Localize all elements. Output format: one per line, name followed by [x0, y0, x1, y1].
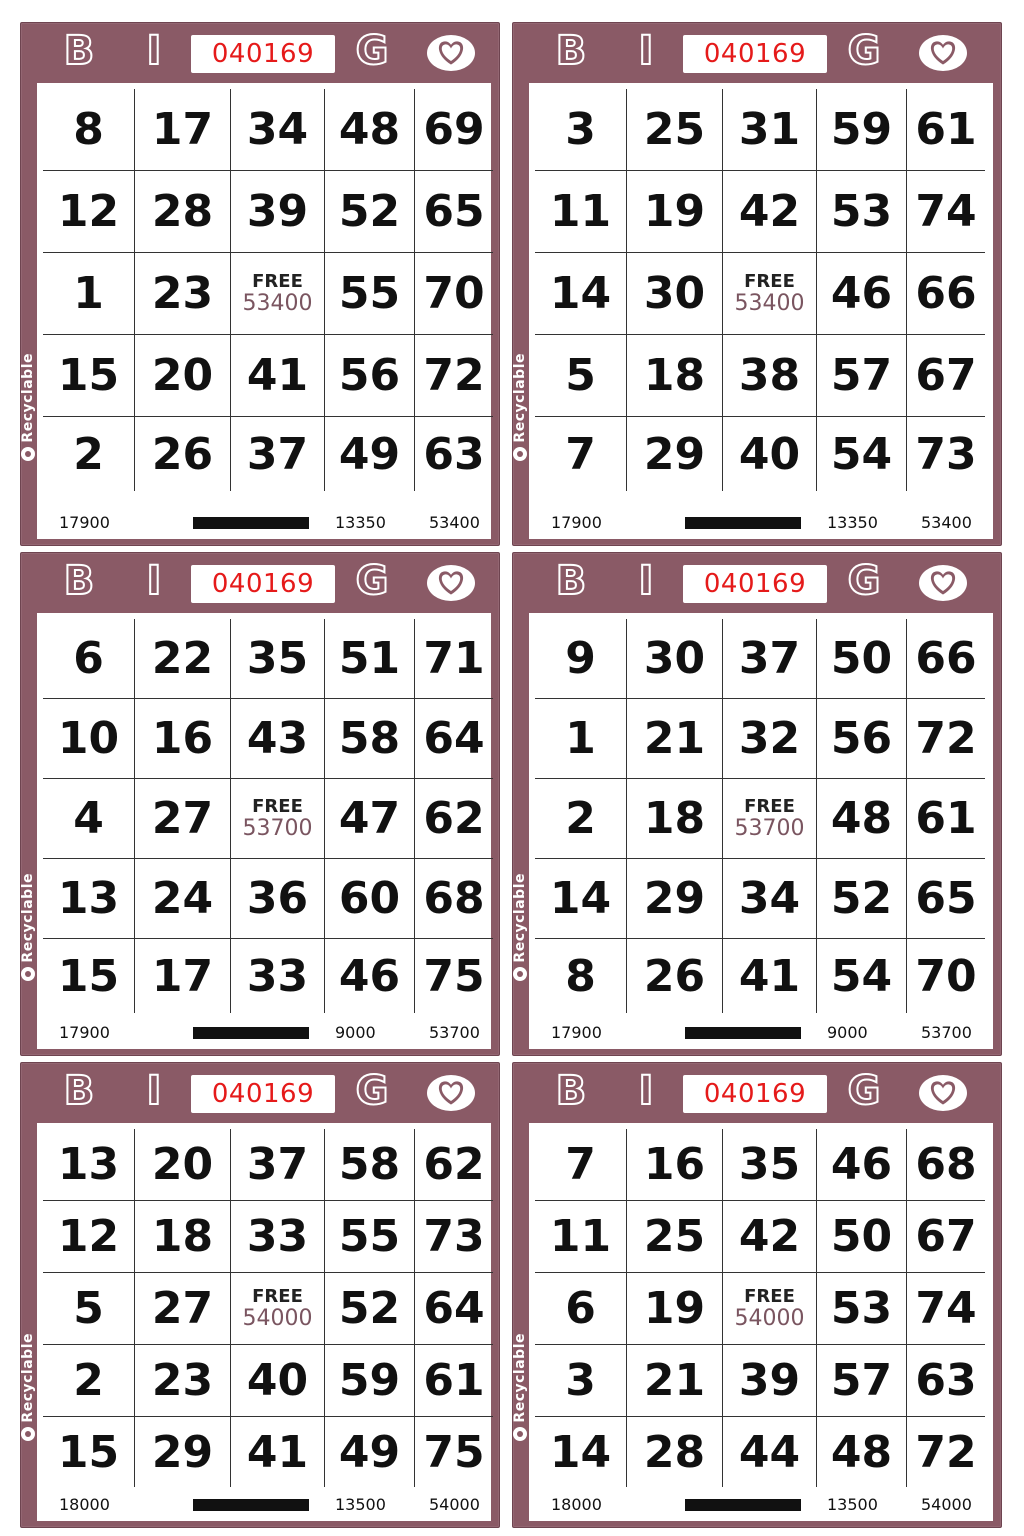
number-cell: 61 [907, 779, 985, 859]
header-letter-b: B [63, 1068, 95, 1114]
card-header [513, 23, 1001, 83]
free-code: 53400 [242, 290, 313, 316]
number-cell: 36 [231, 859, 325, 939]
number-cell: 69 [415, 89, 493, 171]
side-label [510, 1333, 530, 1441]
number-cell: 57 [817, 1345, 907, 1417]
number-cell: 37 [231, 417, 325, 491]
number-cell: 43 [231, 699, 325, 779]
number-cell: 33 [231, 1201, 325, 1273]
number-cell: 57 [817, 335, 907, 417]
free-label: FREE [744, 795, 795, 817]
recyclable-label: Recyclable [512, 353, 528, 443]
number-cell: 16 [627, 1129, 723, 1201]
header-letter-b: B [63, 28, 95, 74]
number-cell: 64 [415, 1273, 493, 1345]
number-cell: 70 [415, 253, 493, 335]
footer-code-left: 17900 [59, 513, 110, 532]
number-cell: 35 [723, 1129, 817, 1201]
number-cell: 13 [43, 1129, 135, 1201]
number-cell: 49 [325, 1417, 415, 1487]
number-cell: 32 [723, 699, 817, 779]
number-cell: 66 [907, 253, 985, 335]
free-label: FREE [744, 1285, 795, 1307]
number-cell: 56 [325, 335, 415, 417]
number-cell: 25 [627, 89, 723, 171]
number-grid [43, 1129, 483, 1487]
free-space [723, 1273, 817, 1345]
number-cell: 1 [43, 253, 135, 335]
side-label [18, 1333, 38, 1441]
number-cell: 61 [415, 1345, 493, 1417]
number-cell: 29 [627, 859, 723, 939]
footer-code-right: 53400 [921, 513, 972, 532]
number-cell: 3 [535, 89, 627, 171]
number-cell: 15 [43, 335, 135, 417]
number-cell: 6 [43, 619, 135, 699]
number-cell: 75 [423, 1426, 485, 1478]
number-cell: 4 [43, 779, 135, 859]
free-code: 54000 [242, 1305, 313, 1331]
header-letter-g: G [847, 1068, 881, 1114]
footer-code-left: 17900 [59, 1023, 110, 1042]
free-code: 54000 [734, 1305, 805, 1331]
recyclable-label: Recyclable [20, 353, 36, 443]
card-body [529, 83, 993, 539]
number-cell: 48 [817, 779, 907, 859]
number-cell: 67 [907, 335, 985, 417]
number-cell: 38 [723, 335, 817, 417]
header-letter-i: I [638, 28, 654, 74]
side-label [510, 353, 530, 461]
number-cell: 66 [907, 619, 985, 699]
number-cell: 35 [231, 619, 325, 699]
footer-code-middle: 13350 [827, 513, 878, 532]
number-cell: 46 [817, 253, 907, 335]
number-cell: 14 [535, 1417, 627, 1487]
number-cell: 73 [915, 428, 977, 480]
bingo-card [512, 1062, 1002, 1528]
number-cell: 53 [817, 1273, 907, 1345]
number-cell: 34 [231, 89, 325, 171]
number-cell: 41 [723, 939, 817, 1013]
number-cell: 2 [43, 1345, 135, 1417]
number-cell: 20 [135, 1129, 231, 1201]
barcode [685, 517, 801, 529]
barcode [193, 517, 309, 529]
heart-icon [425, 33, 477, 73]
number-cell: 59 [817, 89, 907, 171]
number-cell: 62 [415, 779, 493, 859]
footer-code-right: 54000 [921, 1495, 972, 1514]
number-cell: 40 [231, 1345, 325, 1417]
number-cell: 58 [325, 699, 415, 779]
number-cell: 47 [325, 779, 415, 859]
number-cell: 72 [915, 1426, 977, 1478]
card-footer [529, 509, 993, 535]
number-cell: 6 [535, 1273, 627, 1345]
recyclable-label: Recyclable [512, 1333, 528, 1423]
barcode [685, 1027, 801, 1039]
bingo-card [20, 22, 500, 546]
free-label: FREE [744, 270, 795, 292]
number-cell: 29 [135, 1417, 231, 1487]
header-letter-g: G [355, 1068, 389, 1114]
header-letter-b: B [555, 1068, 587, 1114]
number-cell: 44 [723, 1417, 817, 1487]
number-cell: 48 [817, 1417, 907, 1487]
recycle-icon [21, 1427, 35, 1441]
heart-icon [917, 1073, 969, 1113]
free-label: FREE [252, 1285, 303, 1307]
number-cell: 21 [627, 699, 723, 779]
number-cell: 59 [325, 1345, 415, 1417]
serial-number: 040169 [191, 1075, 335, 1113]
number-cell: 2 [535, 779, 627, 859]
header-letter-b: B [555, 28, 587, 74]
header-letter-i: I [638, 558, 654, 604]
serial-number: 040169 [191, 35, 335, 73]
number-cell: 30 [627, 253, 723, 335]
card-footer [529, 1019, 993, 1045]
card-header [513, 1063, 1001, 1123]
number-cell: 23 [135, 1345, 231, 1417]
footer-code-right: 53700 [921, 1023, 972, 1042]
heart-icon [425, 1073, 477, 1113]
number-cell: 71 [415, 619, 493, 699]
number-cell: 75 [423, 950, 485, 1002]
free-space [723, 253, 817, 335]
barcode [193, 1499, 309, 1511]
number-cell: 37 [723, 619, 817, 699]
number-cell: 14 [535, 859, 627, 939]
recyclable-label: Recyclable [20, 1333, 36, 1423]
number-cell: 8 [535, 939, 627, 1013]
number-cell: 19 [627, 1273, 723, 1345]
number-cell: 34 [723, 859, 817, 939]
side-label [18, 353, 38, 461]
footer-code-left: 18000 [551, 1495, 602, 1514]
number-cell: 40 [723, 417, 817, 491]
bingo-card [512, 22, 1002, 546]
number-cell: 29 [627, 417, 723, 491]
number-cell: 54 [817, 417, 907, 491]
recyclable-label: Recyclable [512, 873, 528, 963]
number-cell: 73 [415, 1201, 493, 1273]
number-cell: 15 [43, 1417, 135, 1487]
number-cell: 67 [907, 1201, 985, 1273]
barcode [685, 1499, 801, 1511]
number-cell: 62 [415, 1129, 493, 1201]
number-cell: 42 [723, 1201, 817, 1273]
number-cell: 3 [535, 1345, 627, 1417]
number-cell: 12 [43, 171, 135, 253]
number-cell: 58 [325, 1129, 415, 1201]
number-cell: 26 [135, 417, 231, 491]
free-code: 53700 [242, 815, 313, 841]
heart-icon [425, 563, 477, 603]
number-cell: 18 [135, 1201, 231, 1273]
number-cell: 21 [627, 1345, 723, 1417]
header-letter-b: B [63, 558, 95, 604]
footer-code-middle: 9000 [827, 1023, 868, 1042]
bingo-card [20, 552, 500, 1056]
free-code: 53700 [734, 815, 805, 841]
number-cell: 51 [325, 619, 415, 699]
free-label: FREE [252, 795, 303, 817]
number-cell: 72 [907, 699, 985, 779]
card-body [37, 83, 491, 539]
number-cell: 17 [135, 939, 231, 1013]
number-cell: 28 [627, 1417, 723, 1487]
number-cell: 41 [231, 335, 325, 417]
card-body [529, 613, 993, 1049]
header-letter-g: G [847, 558, 881, 604]
number-grid [535, 89, 985, 491]
number-cell: 28 [135, 171, 231, 253]
footer-code-left: 17900 [551, 1023, 602, 1042]
serial-number: 040169 [683, 565, 827, 603]
card-footer [37, 1491, 491, 1517]
number-cell: 61 [907, 89, 985, 171]
recycle-icon [513, 1427, 527, 1441]
header-letter-g: G [355, 558, 389, 604]
card-header [21, 1063, 499, 1123]
serial-number: 040169 [191, 565, 335, 603]
number-grid [535, 619, 985, 1013]
number-cell: 11 [535, 171, 627, 253]
number-cell: 56 [817, 699, 907, 779]
number-grid [43, 619, 483, 1013]
footer-code-middle: 13500 [335, 1495, 386, 1514]
number-cell: 16 [135, 699, 231, 779]
number-cell: 74 [907, 1273, 985, 1345]
number-cell: 65 [907, 859, 985, 939]
card-header [21, 553, 499, 613]
number-cell: 11 [535, 1201, 627, 1273]
number-cell: 70 [915, 950, 977, 1002]
footer-code-middle: 13500 [827, 1495, 878, 1514]
header-letter-i: I [146, 28, 162, 74]
footer-code-right: 53700 [429, 1023, 480, 1042]
number-cell: 31 [723, 89, 817, 171]
free-code: 53400 [734, 290, 805, 316]
number-cell: 41 [231, 1417, 325, 1487]
number-cell: 7 [535, 1129, 627, 1201]
free-label: FREE [252, 270, 303, 292]
recycle-icon [513, 967, 527, 981]
card-body [37, 613, 491, 1049]
number-cell: 18 [627, 779, 723, 859]
number-cell: 63 [907, 1345, 985, 1417]
number-cell: 8 [43, 89, 135, 171]
number-cell: 74 [907, 171, 985, 253]
number-cell: 68 [907, 1129, 985, 1201]
number-cell: 7 [535, 417, 627, 491]
number-cell: 50 [817, 619, 907, 699]
footer-code-left: 17900 [551, 513, 602, 532]
number-cell: 72 [415, 335, 493, 417]
footer-code-right: 54000 [429, 1495, 480, 1514]
number-cell: 63 [423, 428, 485, 480]
number-cell: 2 [43, 417, 135, 491]
number-cell: 14 [535, 253, 627, 335]
number-cell: 15 [43, 939, 135, 1013]
number-cell: 46 [325, 939, 415, 1013]
number-grid [535, 1129, 985, 1487]
number-cell: 19 [627, 171, 723, 253]
number-grid [43, 89, 483, 491]
bingo-card [512, 552, 1002, 1056]
number-cell: 17 [135, 89, 231, 171]
number-cell: 18 [627, 335, 723, 417]
number-cell: 52 [817, 859, 907, 939]
number-cell: 49 [325, 417, 415, 491]
number-cell: 1 [535, 699, 627, 779]
number-cell: 48 [325, 89, 415, 171]
number-cell: 5 [535, 335, 627, 417]
free-space [231, 253, 325, 335]
number-cell: 52 [325, 171, 415, 253]
number-cell: 10 [43, 699, 135, 779]
number-cell: 20 [135, 335, 231, 417]
number-cell: 26 [627, 939, 723, 1013]
number-cell: 50 [817, 1201, 907, 1273]
number-cell: 42 [723, 171, 817, 253]
serial-number: 040169 [683, 1075, 827, 1113]
number-cell: 39 [723, 1345, 817, 1417]
recycle-icon [513, 447, 527, 461]
card-footer [37, 509, 491, 535]
number-cell: 13 [43, 859, 135, 939]
number-cell: 24 [135, 859, 231, 939]
number-cell: 55 [325, 253, 415, 335]
number-cell: 52 [325, 1273, 415, 1345]
card-header [21, 23, 499, 83]
footer-code-middle: 9000 [335, 1023, 376, 1042]
recyclable-label: Recyclable [20, 873, 36, 963]
recycle-icon [21, 967, 35, 981]
footer-code-middle: 13350 [335, 513, 386, 532]
recycle-icon [21, 447, 35, 461]
number-cell: 65 [415, 171, 493, 253]
header-letter-i: I [638, 1068, 654, 1114]
number-cell: 9 [535, 619, 627, 699]
free-space [231, 1273, 325, 1345]
number-cell: 37 [231, 1129, 325, 1201]
heart-icon [917, 563, 969, 603]
card-header [513, 553, 1001, 613]
number-cell: 25 [627, 1201, 723, 1273]
free-space [723, 779, 817, 859]
bingo-sheet [20, 22, 1002, 1528]
card-footer [529, 1491, 993, 1517]
number-cell: 5 [43, 1273, 135, 1345]
number-cell: 60 [325, 859, 415, 939]
number-cell: 55 [325, 1201, 415, 1273]
header-letter-g: G [355, 28, 389, 74]
number-cell: 23 [135, 253, 231, 335]
number-cell: 27 [135, 1273, 231, 1345]
card-footer [37, 1019, 491, 1045]
footer-code-right: 53400 [429, 513, 480, 532]
header-letter-i: I [146, 558, 162, 604]
free-space [231, 779, 325, 859]
barcode [193, 1027, 309, 1039]
number-cell: 53 [817, 171, 907, 253]
side-label [18, 873, 38, 981]
serial-number: 040169 [683, 35, 827, 73]
footer-code-left: 18000 [59, 1495, 110, 1514]
number-cell: 64 [415, 699, 493, 779]
bingo-card [20, 1062, 500, 1528]
side-label [510, 873, 530, 981]
number-cell: 12 [43, 1201, 135, 1273]
header-letter-g: G [847, 28, 881, 74]
card-body [529, 1123, 993, 1521]
number-cell: 22 [135, 619, 231, 699]
heart-icon [917, 33, 969, 73]
number-cell: 54 [817, 939, 907, 1013]
number-cell: 46 [817, 1129, 907, 1201]
number-cell: 30 [627, 619, 723, 699]
card-body [37, 1123, 491, 1521]
number-cell: 68 [415, 859, 493, 939]
number-cell: 33 [231, 939, 325, 1013]
number-cell: 39 [231, 171, 325, 253]
number-cell: 27 [135, 779, 231, 859]
header-letter-b: B [555, 558, 587, 604]
header-letter-i: I [146, 1068, 162, 1114]
